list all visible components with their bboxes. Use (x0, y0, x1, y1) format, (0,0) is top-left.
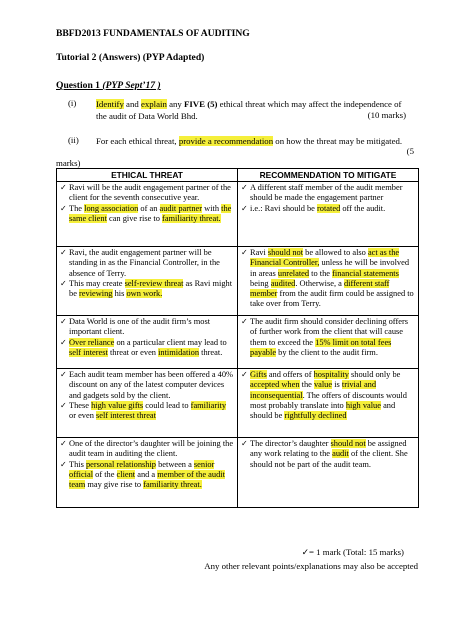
check-icon: ✓ (60, 183, 67, 192)
recommendation-cell (238, 316, 419, 369)
text-segment: Data World is one of the audit firm’s most important client. (69, 317, 211, 337)
text-segment: i.e.: Ravi should be (250, 203, 317, 213)
threat-cell (57, 438, 238, 508)
bullet-item (60, 370, 234, 401)
text-segment: Each audit team member has been offered a 40% discount on any of the latest computer devices and gadgets sold by the client. (69, 370, 234, 400)
answer-table (56, 168, 419, 508)
threat-cell (57, 369, 238, 438)
highlighted-text: familiarity (190, 400, 227, 410)
text-segment: from the audit firm could be assigned to take over from Terry. (250, 289, 414, 309)
check-icon: ✓ (60, 459, 67, 469)
text-segment: The director’s daughter (250, 439, 331, 448)
highlighted-text: the same client (69, 203, 232, 223)
bullet-item (60, 317, 234, 338)
highlighted-text: audit partner (159, 203, 203, 213)
text-segment: his (112, 289, 127, 299)
bullet-item (241, 183, 415, 204)
highlighted-text: should not (330, 439, 366, 448)
bullet-item (241, 439, 415, 470)
acceptance-note: Any other relevant points/explanations may also be accepted (204, 561, 418, 571)
highlighted-text: accepted when (250, 380, 300, 390)
text-segment: Ravi (250, 248, 268, 257)
text-segment: should only be (348, 370, 401, 379)
check-icon: ✓ (60, 317, 67, 326)
q1-t2: ethical threat which may affect the independence of the audit of Data World Bhd. (96, 99, 402, 121)
highlighted-text: trivial and inconsequential (250, 380, 377, 400)
text-segment: and a (135, 469, 158, 479)
q1-five: FIVE (5) (183, 99, 218, 109)
bullet-item (241, 370, 415, 421)
check-icon: ✓ (241, 248, 248, 257)
check-icon: ✓ (241, 203, 248, 213)
q2-highlight: provide a recommendation (178, 136, 274, 146)
recommendation-cell (238, 369, 419, 438)
check-icon: ✓ (60, 278, 67, 288)
threat-cell (57, 247, 238, 316)
highlighted-text: should not (267, 248, 304, 257)
text-segment: unless he will be involved in areas (250, 258, 410, 278)
highlighted-text: audit (332, 449, 349, 459)
bullet-item (60, 338, 234, 359)
text-segment: One of the director’s daughter will be joining the audit team in auditing the client. (69, 439, 234, 459)
check-icon: ✓ (60, 248, 67, 257)
question-source: (PYP Sept’17 ) (102, 80, 161, 91)
q1-marks: (10 marks) (367, 110, 406, 120)
q2-text (96, 135, 426, 147)
table-body (57, 182, 419, 508)
highlighted-text: act as the Financial Controller, (250, 248, 400, 268)
text-segment: being (250, 278, 271, 288)
check-icon: ✓ (241, 317, 248, 326)
q1-explain: explain (140, 99, 167, 109)
q1-number: (i) (68, 98, 77, 108)
text-segment: on a particular client may lead to (114, 337, 227, 347)
text-segment: Ravi will be the audit engagement partner of the client for the seventh consecutive year. (69, 183, 231, 203)
text-segment: the (299, 380, 314, 390)
bullet-item (60, 460, 234, 491)
table-row (57, 369, 419, 438)
highlighted-text: intimidation (158, 347, 200, 357)
bullet-item (241, 204, 415, 214)
bullet-item (60, 204, 234, 225)
highlighted-text: personal relationship (85, 459, 156, 469)
header-ethical-threat: ETHICAL THREAT (57, 169, 238, 182)
text-segment: The audit firm should consider declining offers of further work from the client that will cause them to exceed the (250, 317, 409, 347)
text-segment: or even (69, 411, 96, 421)
highlighted-text: hospitality (313, 370, 349, 379)
highlighted-text: different staff member (250, 278, 390, 299)
table-header-row (57, 169, 419, 182)
highlighted-text: rightfully declined (284, 411, 347, 421)
highlighted-text: unrelated (277, 268, 310, 278)
check-icon: ✓ (60, 439, 67, 448)
text-segment: to the (309, 268, 333, 278)
text-segment: be assigned any work relating to the (250, 439, 407, 459)
marks-note: ✓= 1 mark (Total: 15 marks) (301, 547, 404, 557)
text-segment: and should be (250, 400, 396, 421)
highlighted-text: long association (84, 203, 139, 213)
check-icon: ✓ (60, 337, 67, 347)
q1-and: and (123, 99, 141, 109)
highlighted-text: self-review threat (124, 278, 184, 288)
text-segment: These (69, 400, 92, 410)
text-segment: of an (138, 203, 160, 213)
check-icon: ✓ (60, 203, 67, 213)
q1-text (96, 98, 408, 122)
text-segment: with (202, 203, 222, 213)
highlighted-text: financial statements (332, 268, 399, 278)
highlighted-text: own work. (126, 289, 163, 299)
check-icon: ✓ (241, 370, 248, 379)
recommendation-cell (238, 247, 419, 316)
highlighted-text: reviewing (79, 289, 113, 299)
highlighted-text: high value gifts (91, 400, 144, 410)
table-row (57, 316, 419, 369)
threat-cell (57, 316, 238, 369)
question-heading (56, 80, 161, 91)
table-row (57, 247, 419, 316)
check-icon: ✓ (241, 439, 248, 448)
text-segment: Ravi, the audit engagement partner will be standing in as the Financial Controller, in the absence of Terry. (69, 248, 220, 278)
text-segment: as Ravi might be (69, 278, 233, 299)
text-segment: threat or even (107, 347, 159, 357)
highlighted-text: 15% limit on total fees payable (250, 337, 392, 357)
highlighted-text: rotated (317, 203, 341, 213)
highlighted-text: value (313, 380, 333, 390)
highlighted-text: self interest threat (95, 411, 156, 421)
highlighted-text: Over reliance (69, 337, 115, 347)
highlighted-text: Gifts (250, 370, 267, 379)
bullet-item (60, 401, 234, 422)
bullet-item (60, 248, 234, 279)
text-segment: A different staff member of the audit member should be made the engagement partner (250, 183, 403, 203)
text-segment: of the (93, 469, 117, 479)
bullet-item (60, 183, 234, 204)
q2-number: (ii) (68, 135, 79, 145)
text-segment: between a (156, 459, 194, 469)
check-icon: ✓ (60, 370, 67, 379)
text-segment: be allowed to also (303, 248, 368, 257)
highlighted-text: senior official (69, 459, 215, 479)
highlighted-text: self interest (69, 347, 108, 357)
text-segment: by the client to the audit firm. (276, 347, 378, 357)
bullet-item (241, 248, 415, 310)
q2-t1: For each ethical threat, (96, 136, 179, 146)
tutorial-title: Tutorial 2 (Answers) (PYP Adapted) (56, 52, 205, 63)
table-row (57, 438, 419, 508)
header-recommendation: RECOMMENDATION TO MITIGATE (238, 169, 419, 182)
course-title: BBFD2013 FUNDAMENTALS OF AUDITING (56, 28, 250, 39)
highlighted-text: member of the audit team (69, 469, 225, 490)
highlighted-text: high value (345, 400, 381, 410)
text-segment: off the audit. (340, 203, 386, 213)
highlighted-text: familiarity threat. (143, 480, 202, 490)
recommendation-cell (238, 182, 419, 247)
bullet-item (241, 317, 415, 358)
text-segment: The (69, 203, 85, 213)
table-row (57, 182, 419, 247)
text-segment: can give rise to (106, 213, 163, 223)
text-segment: could lead to (143, 400, 191, 410)
highlighted-text: client (116, 469, 136, 479)
bullet-item (60, 439, 234, 460)
highlighted-text: audited (270, 278, 296, 288)
q1-identify: Identify (96, 99, 124, 109)
text-segment: This (69, 459, 86, 469)
question-label: Question 1 (56, 80, 103, 91)
recommendation-cell (238, 438, 419, 508)
q2-marks-cont: marks) (56, 158, 81, 168)
highlighted-text: familiarity threat. (162, 213, 221, 223)
text-segment: . Otherwise, a (295, 278, 344, 288)
text-segment: may give rise to (85, 480, 144, 490)
text-segment: threat. (199, 347, 223, 357)
check-icon: ✓ (241, 183, 248, 192)
bullet-item (60, 279, 234, 300)
check-icon: ✓ (60, 400, 67, 410)
text-segment: This may create (69, 278, 125, 288)
q1-t1: any (166, 99, 184, 109)
q2-marks: (5 (406, 146, 414, 156)
threat-cell (57, 182, 238, 247)
text-segment: is (332, 380, 342, 390)
text-segment: of the client. She should not be part of the audit team. (250, 449, 408, 469)
q2-t2: on how the threat may be mitigated. (273, 136, 403, 146)
text-segment: and offers of (266, 370, 314, 379)
text-segment: . The offers of discounts would most probably translate into (250, 390, 407, 410)
